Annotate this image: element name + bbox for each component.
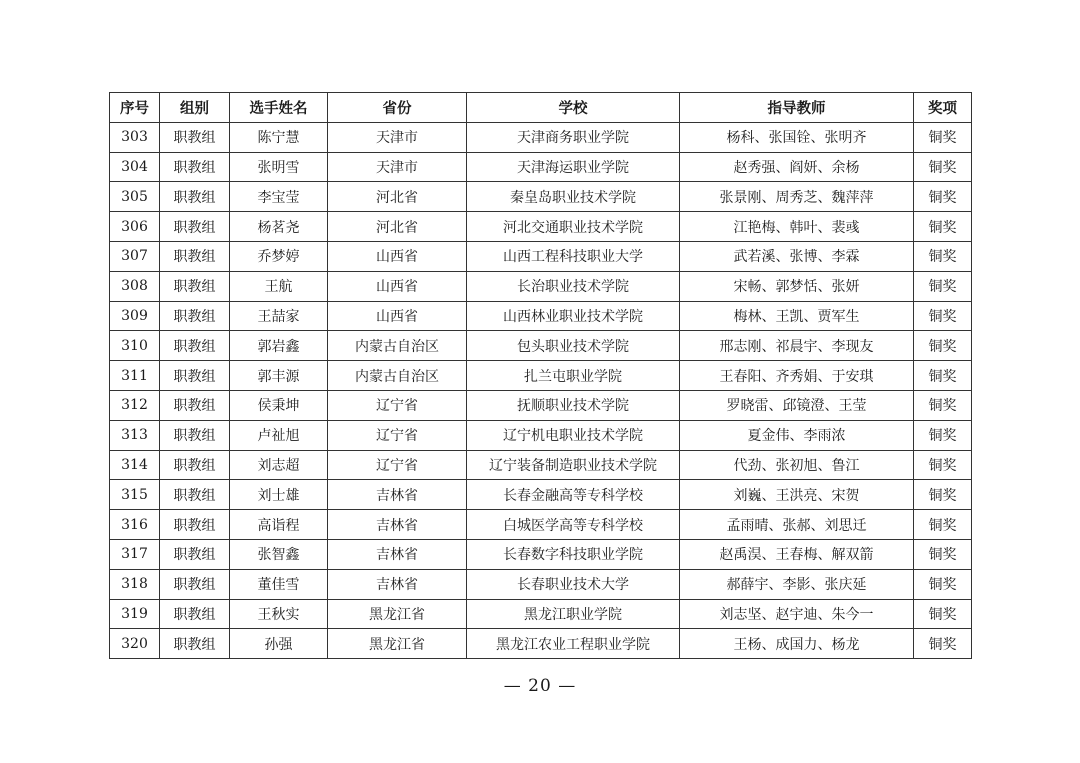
table-row: [110, 212, 972, 242]
cell-index: 320: [110, 629, 160, 659]
cell-award: 铜奖: [914, 599, 972, 629]
cell-province: 辽宁省: [328, 420, 467, 450]
cell-group: 职教组: [160, 271, 230, 301]
header-index: 序号: [110, 93, 160, 123]
table-row: [110, 450, 972, 480]
cell-contestant-name: 乔梦婷: [230, 241, 328, 271]
cell-award: 铜奖: [914, 361, 972, 391]
cell-province: 内蒙古自治区: [328, 331, 467, 361]
cell-school: 长治职业技术学院: [467, 271, 680, 301]
cell-group: 职教组: [160, 539, 230, 569]
cell-index: 317: [110, 539, 160, 569]
cell-instructors: 赵秀强、阎妍、余杨: [680, 152, 914, 182]
table-row: [110, 420, 972, 450]
cell-province: 天津市: [328, 122, 467, 152]
cell-school: 长春职业技术大学: [467, 569, 680, 599]
cell-instructors: 张景刚、周秀芝、魏萍萍: [680, 182, 914, 212]
cell-instructors: 宋畅、郭梦恬、张妍: [680, 271, 914, 301]
cell-award: 铜奖: [914, 122, 972, 152]
cell-group: 职教组: [160, 241, 230, 271]
cell-contestant-name: 卢祉旭: [230, 420, 328, 450]
cell-group: 职教组: [160, 212, 230, 242]
cell-index: 308: [110, 271, 160, 301]
cell-province: 天津市: [328, 152, 467, 182]
cell-index: 306: [110, 212, 160, 242]
cell-index: 314: [110, 450, 160, 480]
cell-group: 职教组: [160, 152, 230, 182]
cell-group: 职教组: [160, 569, 230, 599]
awards-table-container: [109, 92, 972, 659]
cell-group: 职教组: [160, 510, 230, 540]
cell-index: 307: [110, 241, 160, 271]
cell-index: 303: [110, 122, 160, 152]
cell-group: 职教组: [160, 390, 230, 420]
cell-group: 职教组: [160, 450, 230, 480]
cell-award: 铜奖: [914, 450, 972, 480]
table-row: [110, 331, 972, 361]
table-row: [110, 271, 972, 301]
header-school: 学校: [467, 93, 680, 123]
table-row: [110, 480, 972, 510]
cell-school: 扎兰屯职业学院: [467, 361, 680, 391]
cell-index: 309: [110, 301, 160, 331]
cell-award: 铜奖: [914, 182, 972, 212]
cell-instructors: 杨科、张国铨、张明齐: [680, 122, 914, 152]
cell-group: 职教组: [160, 361, 230, 391]
cell-province: 内蒙古自治区: [328, 361, 467, 391]
cell-award: 铜奖: [914, 629, 972, 659]
cell-group: 职教组: [160, 122, 230, 152]
cell-instructors: 刘志坚、赵宇迪、朱今一: [680, 599, 914, 629]
table-row: [110, 510, 972, 540]
table-body: [110, 122, 972, 658]
cell-group: 职教组: [160, 182, 230, 212]
cell-school: 山西林业职业技术学院: [467, 301, 680, 331]
header-instructors: 指导教师: [680, 93, 914, 123]
cell-province: 吉林省: [328, 569, 467, 599]
cell-school: 山西工程科技职业大学: [467, 241, 680, 271]
cell-award: 铜奖: [914, 301, 972, 331]
cell-school: 包头职业技术学院: [467, 331, 680, 361]
cell-province: 吉林省: [328, 480, 467, 510]
cell-group: 职教组: [160, 331, 230, 361]
table-row: [110, 301, 972, 331]
cell-school: 辽宁装备制造职业技术学院: [467, 450, 680, 480]
cell-instructors: 郝薛宇、李影、张庆延: [680, 569, 914, 599]
table-row: [110, 599, 972, 629]
cell-school: 黑龙江职业学院: [467, 599, 680, 629]
cell-school: 天津商务职业学院: [467, 122, 680, 152]
cell-index: 319: [110, 599, 160, 629]
table-row: [110, 361, 972, 391]
cell-province: 河北省: [328, 212, 467, 242]
cell-school: 白城医学高等专科学校: [467, 510, 680, 540]
cell-award: 铜奖: [914, 420, 972, 450]
cell-index: 316: [110, 510, 160, 540]
cell-index: 315: [110, 480, 160, 510]
table-row: [110, 241, 972, 271]
cell-contestant-name: 郭丰源: [230, 361, 328, 391]
cell-group: 职教组: [160, 301, 230, 331]
table-row: [110, 629, 972, 659]
cell-instructors: 王杨、成国力、杨龙: [680, 629, 914, 659]
cell-contestant-name: 张明雪: [230, 152, 328, 182]
cell-instructors: 夏金伟、李雨浓: [680, 420, 914, 450]
cell-contestant-name: 王秋实: [230, 599, 328, 629]
awards-table: [109, 92, 972, 659]
table-row: [110, 390, 972, 420]
cell-contestant-name: 董佳雪: [230, 569, 328, 599]
cell-index: 310: [110, 331, 160, 361]
cell-contestant-name: 杨茗尧: [230, 212, 328, 242]
cell-award: 铜奖: [914, 569, 972, 599]
cell-school: 河北交通职业技术学院: [467, 212, 680, 242]
cell-province: 山西省: [328, 241, 467, 271]
cell-contestant-name: 陈宁慧: [230, 122, 328, 152]
cell-award: 铜奖: [914, 331, 972, 361]
cell-index: 312: [110, 390, 160, 420]
cell-province: 黑龙江省: [328, 629, 467, 659]
cell-instructors: 江艳梅、韩叶、裴彧: [680, 212, 914, 242]
cell-school: 黑龙江农业工程职业学院: [467, 629, 680, 659]
cell-group: 职教组: [160, 420, 230, 450]
cell-school: 长春数字科技职业学院: [467, 539, 680, 569]
cell-instructors: 赵禹淏、王春梅、解双箭: [680, 539, 914, 569]
cell-contestant-name: 侯秉坤: [230, 390, 328, 420]
cell-contestant-name: 郭岩鑫: [230, 331, 328, 361]
cell-instructors: 邢志刚、祁晨宇、李现友: [680, 331, 914, 361]
cell-award: 铜奖: [914, 390, 972, 420]
cell-province: 辽宁省: [328, 390, 467, 420]
header-group: 组别: [160, 93, 230, 123]
cell-instructors: 罗晓雷、邱镜澄、王莹: [680, 390, 914, 420]
table-header-row: [110, 93, 972, 123]
cell-award: 铜奖: [914, 271, 972, 301]
cell-instructors: 孟雨晴、张郝、刘思迁: [680, 510, 914, 540]
cell-province: 山西省: [328, 301, 467, 331]
header-province: 省份: [328, 93, 467, 123]
cell-award: 铜奖: [914, 152, 972, 182]
page-number: — 20 —: [503, 676, 577, 696]
cell-group: 职教组: [160, 629, 230, 659]
cell-contestant-name: 张智鑫: [230, 539, 328, 569]
cell-contestant-name: 高诣程: [230, 510, 328, 540]
cell-index: 305: [110, 182, 160, 212]
cell-school: 天津海运职业学院: [467, 152, 680, 182]
cell-contestant-name: 刘士雄: [230, 480, 328, 510]
table-row: [110, 152, 972, 182]
header-award: 奖项: [914, 93, 972, 123]
cell-province: 黑龙江省: [328, 599, 467, 629]
cell-group: 职教组: [160, 480, 230, 510]
cell-school: 辽宁机电职业技术学院: [467, 420, 680, 450]
cell-school: 秦皇岛职业技术学院: [467, 182, 680, 212]
cell-contestant-name: 刘志超: [230, 450, 328, 480]
cell-award: 铜奖: [914, 539, 972, 569]
table-row: [110, 122, 972, 152]
cell-instructors: 王春阳、齐秀娟、于安琪: [680, 361, 914, 391]
cell-instructors: 代劲、张初旭、鲁江: [680, 450, 914, 480]
cell-school: 抚顺职业技术学院: [467, 390, 680, 420]
cell-contestant-name: 王航: [230, 271, 328, 301]
cell-award: 铜奖: [914, 510, 972, 540]
cell-province: 吉林省: [328, 510, 467, 540]
cell-group: 职教组: [160, 599, 230, 629]
cell-award: 铜奖: [914, 212, 972, 242]
table-row: [110, 539, 972, 569]
table-row: [110, 569, 972, 599]
cell-contestant-name: 王喆家: [230, 301, 328, 331]
cell-index: 311: [110, 361, 160, 391]
cell-school: 长春金融高等专科学校: [467, 480, 680, 510]
header-contestant-name: 选手姓名: [230, 93, 328, 123]
cell-province: 吉林省: [328, 539, 467, 569]
cell-index: 313: [110, 420, 160, 450]
cell-award: 铜奖: [914, 241, 972, 271]
cell-province: 山西省: [328, 271, 467, 301]
cell-index: 318: [110, 569, 160, 599]
cell-instructors: 梅林、王凯、贾军生: [680, 301, 914, 331]
cell-contestant-name: 孙强: [230, 629, 328, 659]
cell-contestant-name: 李宝莹: [230, 182, 328, 212]
cell-instructors: 刘巍、王洪亮、宋贺: [680, 480, 914, 510]
cell-index: 304: [110, 152, 160, 182]
table-row: [110, 182, 972, 212]
cell-province: 辽宁省: [328, 450, 467, 480]
cell-instructors: 武若溪、张博、李霖: [680, 241, 914, 271]
cell-province: 河北省: [328, 182, 467, 212]
cell-award: 铜奖: [914, 480, 972, 510]
